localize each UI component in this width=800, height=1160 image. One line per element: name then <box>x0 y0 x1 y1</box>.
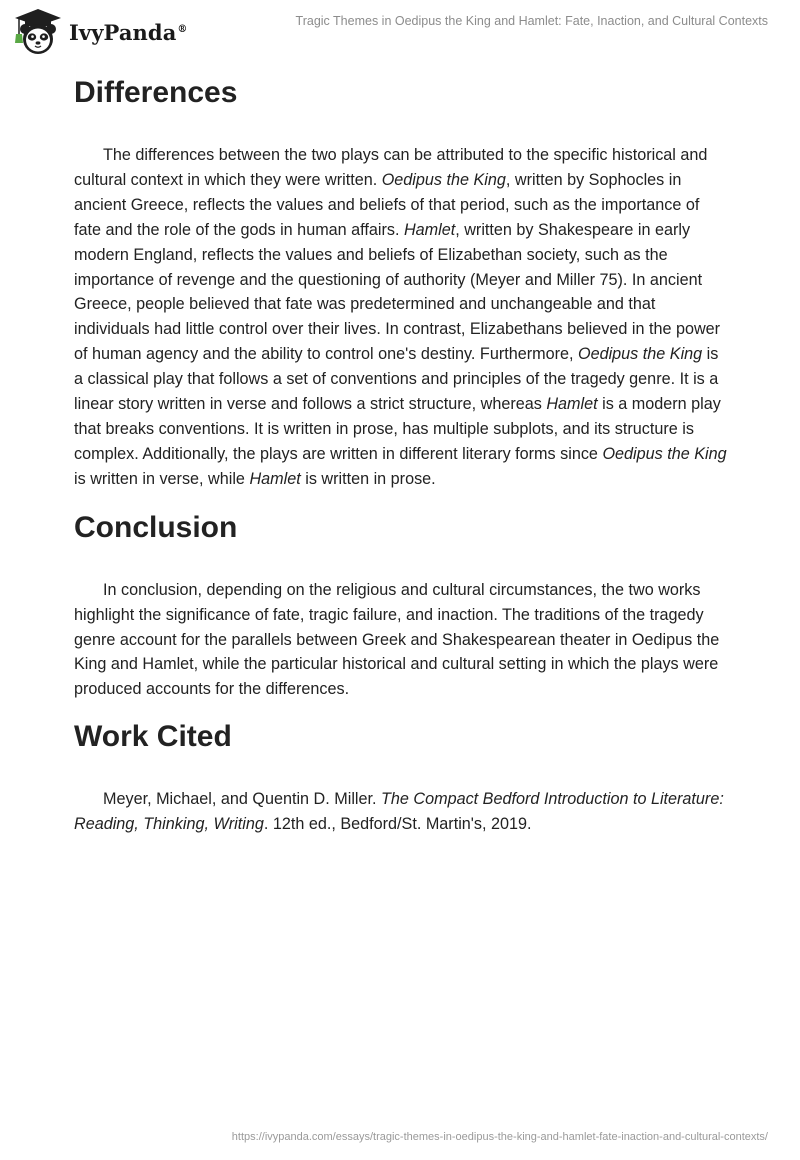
heading-conclusion: Conclusion <box>74 510 238 544</box>
heading-differences: Differences <box>74 76 238 109</box>
ivypanda-logo[interactable] <box>14 8 188 56</box>
footer-url-link[interactable]: https://ivypanda.com/essays/tragic-themes-in-oedipus-the-king-and-hamlet-fate-inaction-and-cultural-contexts/ <box>231 1131 768 1143</box>
panda-logo-icon <box>14 8 62 56</box>
paragraph-conclusion: In conclusion, depending on the religious and cultural circumstances, the two works highlight the significance of fate, tragic failure, and inaction. The traditions of the tragedy genre account for the parallels between Greek and Shakespearean theater in Oedipus the King and Hamlet, while the particular historical and cultural setting in which the plays were produced accounts for the differences. <box>74 580 720 699</box>
citation-entry: Meyer, Michael, and Quentin D. Miller. The Compact Bedford Introduction to Literature: Reading, Thinking, Writing. 12th ed., Bedford/St. Martin's, 2019. <box>74 790 724 834</box>
essay-content <box>74 70 728 837</box>
heading-work-cited: Work Cited <box>74 720 232 754</box>
running-title: Tragic Themes in Oedipus the King and Hamlet: Fate, Inaction, and Cultural Contexts <box>295 14 768 28</box>
paragraph-differences: The differences between the two plays can be attributed to the specific historical and cultural context in which they were written. Oedipus the King, written by Sophocles in ancient Greece, reflects the values and beliefs of that period, such as the importance of fate and the role of the gods in human affairs. Hamlet, written by Shakespeare in early modern England, reflects the values and beliefs of Elizabethan society, such as the importance of revenge and the questioning of authority (Meyer and Miller 75). In ancient Greece, people believed that fate was predetermined and unchangeable and that individuals had little control over their lives. In contrast, Elizabethans believed in the power of human agency and the ability to control one's destiny. Furthermore, Oedipus the King is a classical play that follows a set of conventions and principles of the tragedy genre. It is a linear story written in verse and follows a strict structure, whereas Hamlet is a modern play that breaks conventions. It is written in prose, has multiple subplots, and its structure is complex. Additionally, the plays are written in different literary forms since Oedipus the King is written in verse, while Hamlet is written in prose. <box>74 146 727 488</box>
logo-text: IvyPanda® <box>69 19 188 45</box>
